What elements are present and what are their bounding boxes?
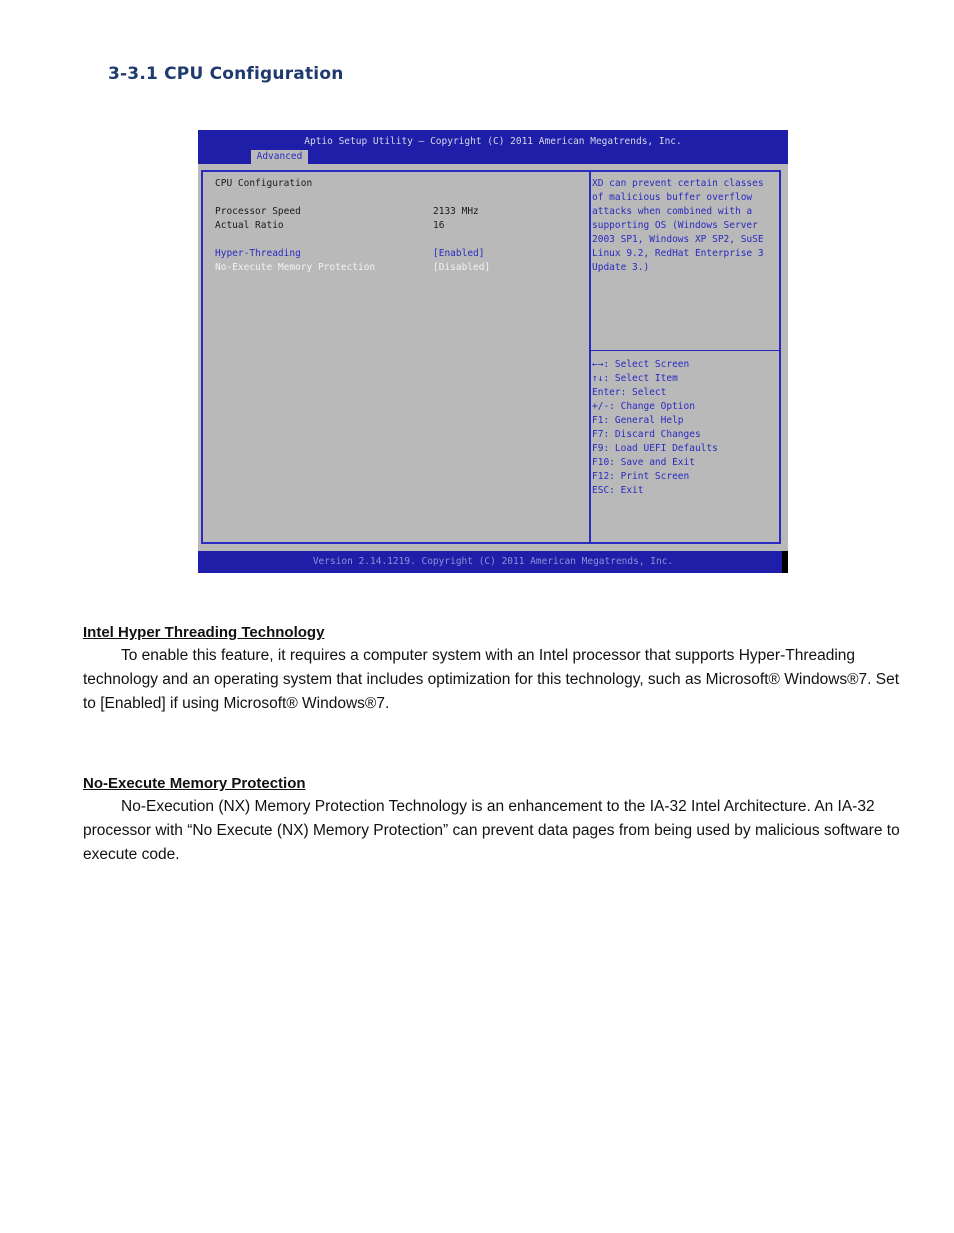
section-body-hyper-threading [83, 644, 903, 716]
key-help-line: ESC: Exit [592, 485, 644, 496]
bios-info-label: Processor Speed [215, 206, 301, 217]
bios-info-value: 2133 MHz [433, 206, 479, 217]
key-help-line: F12: Print Screen [592, 471, 690, 482]
bios-screenshot [198, 130, 788, 573]
bios-help-divider [591, 350, 781, 351]
help-line: Linux 9.2, RedHat Enterprise 3 [592, 248, 764, 259]
key-help-line: F1: General Help [592, 415, 684, 426]
section-title-nx-protection: No-Execute Memory Protection [83, 775, 306, 792]
key-help-line: ↑↓: Select Item [592, 373, 678, 384]
key-help-line: Enter: Select [592, 387, 667, 398]
help-line: attacks when combined with a [592, 206, 753, 217]
section-body-nx-protection [83, 795, 903, 867]
bios-option-nx-protection[interactable]: No-Execute Memory Protection [215, 262, 376, 273]
bios-option-hyper-threading-value[interactable]: [Enabled] [433, 248, 485, 259]
help-line: XD can prevent certain classes [592, 178, 764, 189]
bios-info-value: 16 [433, 220, 445, 231]
bios-title: Aptio Setup Utility – Copyright (C) 2011 American Megatrends, Inc. [304, 136, 682, 147]
bios-footer: Version 2.14.1219. Copyright (C) 2011 American Megatrends, Inc. [312, 556, 674, 567]
help-line: Update 3.) [592, 262, 650, 273]
bios-section-title: CPU Configuration [215, 178, 313, 189]
bios-option-nx-protection-value[interactable]: [Disabled] [433, 262, 491, 273]
help-line: supporting OS (Windows Server [592, 220, 758, 231]
bios-panel-divider [589, 170, 591, 544]
section-title-hyper-threading: Intel Hyper Threading Technology [83, 624, 325, 641]
section-body-text: No-Execution (NX) Memory Protection Technology is an enhancement to the IA-32 Intel Architecture. An IA-32 processor with “No Execute (NX) Memory Protection” can prevent data pages from being used by malicious software to execute code. [83, 798, 900, 863]
section-body-text: To enable this feature, it requires a computer system with an Intel processor that supports Hyper-Threading technology and an operating system that includes optimization for this technology, such as Microsoft® Windows®7. Set to [Enabled] if using Microsoft® Windows®7. [83, 647, 900, 712]
key-help-line: ←→: Select Screen [592, 359, 690, 370]
page-heading: 3-3.1 CPU Configuration [108, 64, 344, 84]
help-line: 2003 SP1, Windows XP SP2, SuSE [592, 234, 764, 245]
key-help-line: F9: Load UEFI Defaults [592, 443, 718, 454]
bios-info-label: Actual Ratio [215, 220, 284, 231]
key-help-line: +/-: Change Option [592, 401, 695, 412]
help-line: of malicious buffer overflow [592, 192, 753, 203]
bios-tab-advanced[interactable]: Advanced [251, 150, 308, 164]
key-help-line: F10: Save and Exit [592, 457, 695, 468]
key-help-line: F7: Discard Changes [592, 429, 701, 440]
bios-option-hyper-threading[interactable]: Hyper-Threading [215, 248, 301, 259]
